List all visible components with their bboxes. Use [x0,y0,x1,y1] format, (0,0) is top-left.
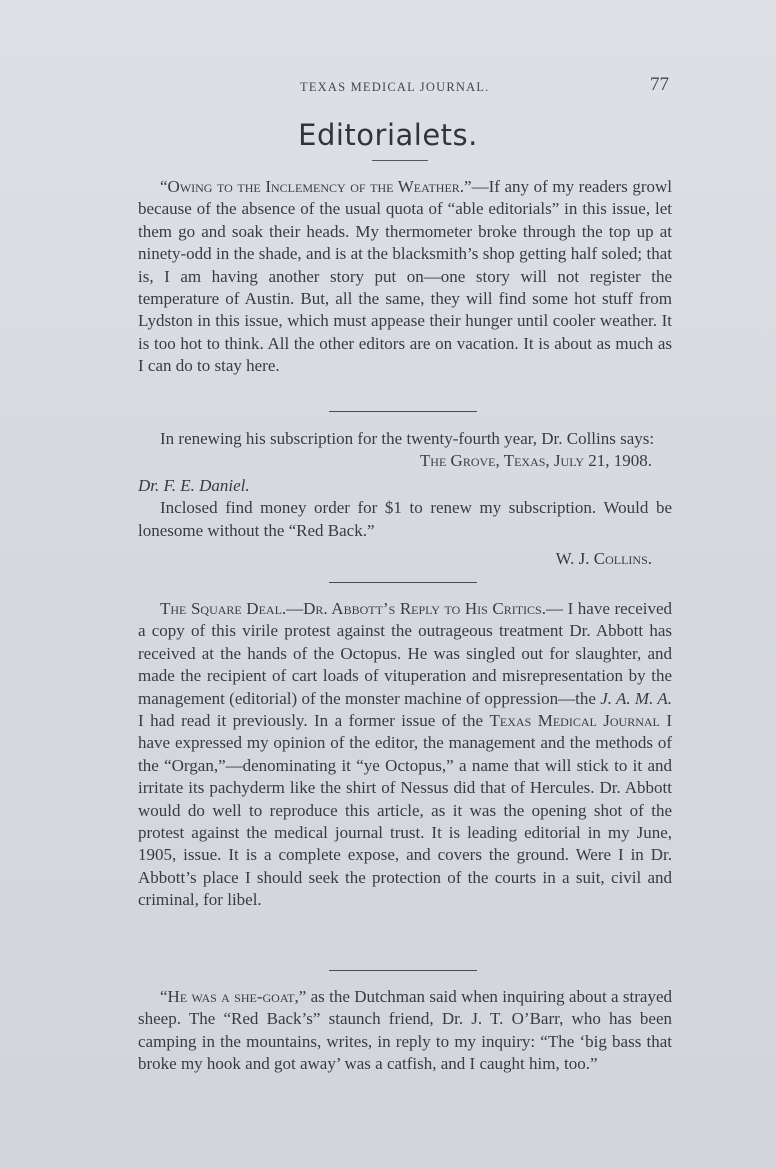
weather-paragraph [138,176,672,378]
running-title: TEXAS MEDICAL JOURNAL. [300,80,490,94]
page-number: 77 [650,74,669,95]
section-heading: Editorialets. [298,118,478,152]
she-goat-body: as the Dutchman said when inquiring about a strayed sheep. The “Red Back’s” staunch friend, Dr. J. T. O’Barr, who has been camping in the mountains, writes, in reply to my inquiry: “The ‘big bass that broke my hook and got away’ was a catfish, and I caught him, too.” [138,987,673,1074]
collins-signature: W. J. Collins. [555,549,652,569]
collins-dateline: The Grove, Texas, July 21, 1908. [419,451,652,471]
she-goat-paragraph [138,986,672,1076]
square-deal-body-1: I have received a copy of this virile protest against the outrageous treatment Dr. Abbott has received at the hands of the Octopus. He was singled out for slaughter, and made the recipient of cart loads of vituperation and misrepresentation by the management (editorial) of the monster machine of oppression—the [138,599,673,708]
page-header [0,74,776,100]
article-weather [138,176,672,378]
square-deal-body-3: I have expressed my opinion of the editor, the management and the methods of the “Organ,”—denominating it “ye Octopus,” a name that will stick to it and irritate its pachyderm like the shirt of Nessus did that of Hercules. Dr. Abbott would do well to reproduce this article, as it was the opening shot of the protest against the medical journal trust. It is leading editorial in my June, 1905, issue. It is a complete expose, and covers the ground. Were I in Dr. Abbott’s place I should seek the protection of the courts in a suit, civil and criminal, for libel. [138,711,672,910]
divider-rule [329,582,477,583]
divider-rule [329,970,477,971]
collins-salutation: Dr. F. E. Daniel. [138,475,250,495]
journal-abbrev: J. A. M. A. [600,688,672,708]
journal-name: Texas Medical Journal [489,711,660,731]
article-square-deal [138,598,672,912]
article-collins [138,428,672,570]
collins-intro: In renewing his subscription for the twenty-fourth year, Dr. Collins says: [160,429,655,448]
square-deal-lead: The Square Deal.—Dr. Abbott’s Reply to His Critics.— [160,599,563,618]
divider-rule [329,411,477,412]
article-she-goat [138,986,672,1076]
square-deal-paragraph [138,598,672,912]
heading-rule [372,160,428,161]
she-goat-lead: “He was a she-goat,” [160,987,307,1006]
weather-body: —If any of my readers growl because of the absence of the usual quota of “able editorials” in this issue, let them go and soak their heads. My thermometer broke through the top up at ninety-odd in the shade, and is at the blacksmith’s shop getting half soled; that is, I am having another story put on—one story will not register the temperature of Austin. But, all the same, they will find some hot stuff from Lydston in this issue, which must appease their hunger until cooler weather. It is too hot to think. All the other editors are on vacation. It is about as much as I can do to stay here. [138,177,672,376]
square-deal-body-2: I had read it previously. In a former issue of the [138,711,490,731]
weather-lead: “Owing to the Inclemency of the Weather.” [160,177,472,196]
collins-body: Inclosed find money order for $1 to renew my subscription. Would be lonesome without the “Red Back.” [138,498,672,540]
